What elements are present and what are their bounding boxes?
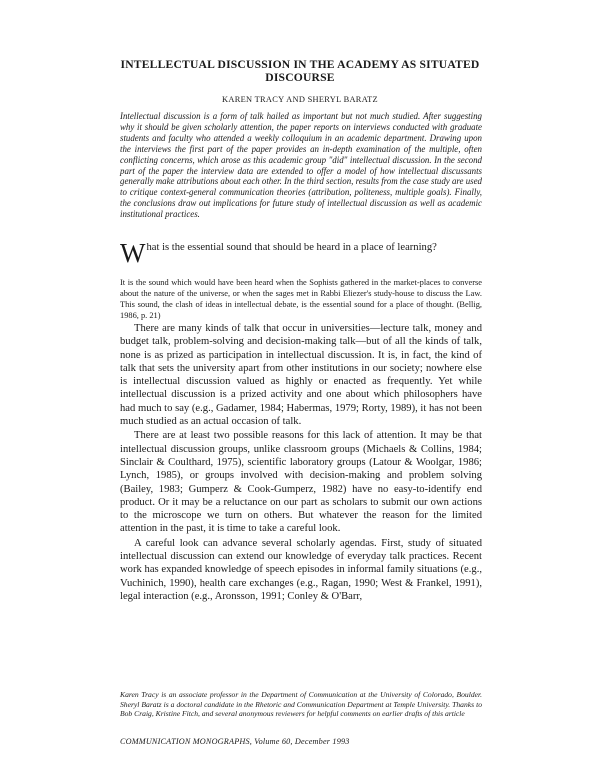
journal-citation: COMMUNICATION MONOGRAPHS, Volume 60, December 1993: [120, 737, 350, 746]
article-title: INTELLECTUAL DISCUSSION IN THE ACADEMY AS SITUATED DISCOURSE: [120, 58, 480, 84]
body-paragraph: A careful look can advance several scholarly agendas. First, study of situated intellectual discussion can extend our knowledge of everyday talk practices. Recent work has expanded knowledge of speech episodes in informal family situations (e.g., Vuchinich, 1990), health care exchanges (e.g., Ragan, 1990; West & Frankel, 1991), legal interaction (e.g., Aronsson, 1991; Conley & O'Barr,: [120, 537, 482, 602]
body-paragraph: There are at least two possible reasons for this lack of attention. It may be that intellectual discussion groups, unlike classroom groups (Michaels & Collins, 1984; Sinclair & Coulthard, 1975), scientific laboratory groups (Latour & Woolgar, 1986; Lynch, 1985), or groups involved with decision-making and problem solving (Bailey, 1983; Gumperz & Cook-Gumperz, 1982) have no easy-to-identify end product. Or it may be a reluctance on our part as scholars to submit our own actions to the microscope we turn on others. But whatever the reason for the limited attention in the past, it is time to take a careful look.: [120, 430, 482, 535]
body-paragraph: There are many kinds of talk that occur in universities—lecture talk, money and budget talk, problem-solving and decision-making talk—but of all the kinds of talk, none is as prized as participation in intellectual discussion. It is, in fact, the kind of talk that sets the university apart from other institutions in our society; nowhere else is intellectual discussion valued as highly or enacted as frequently. Yet while intellectual discussion is a prized activity and one about which philosophers have had much to say (e.g., Gadamer, 1984; Habermas, 1979; Rorty, 1989), it has not been much studied as an actual occasion of talk.: [120, 323, 482, 428]
author-footnote: Karen Tracy is an associate professor in the Department of Communication at the University of Colorado, Boulder. Sheryl Baratz is a doctoral candidate in the Rhetoric and Communication Department at Temple University. Thanks to Bob Craig, Kristine Fitch, and several anonymous reviewers for helpful comments on earlier drafts of this article: [120, 690, 482, 718]
epigraph-quote: It is the sound which would have been heard when the Sophists gathered in the market-places to converse about the nature of the universe, or when the sages met in Rabbi Eliezer's study-house to discuss the Law. This sound, the clash of ideas in intellectual debate, is the essential sound for a place of thought. (Bellig, 1986, p. 21): [120, 278, 482, 320]
article-body: [120, 322, 482, 603]
article-authors: KAREN TRACY AND SHERYL BARATZ: [222, 95, 378, 104]
article-abstract: Intellectual discussion is a form of talk hailed as important but not much studied. After suggesting why it should be given scholarly attention, the paper reports on interviews conducted with graduate students and faculty who attended a weekly colloquium in an academic department. Drawing upon the interviews the first part of the paper provides an in-depth examination of the multiple, often conflicting concerns, which arose as this academic group "did" intellectual discussion. In the second part of the paper the interview data are extended to offer a model of how intellectual discussants generally make attributions about each other. In the third section, results from the case study are used to critique context-general communication theories (attribution, politeness, multiple goals). Finally, the conclusions draw out implications for future study of intellectual discussion as well as academic institutional practices.: [120, 111, 482, 220]
epigraph-question-text: hat is the essential sound that should be heard in a place of learning?: [146, 242, 437, 253]
epigraph-question: [120, 238, 482, 268]
drop-cap: W: [120, 238, 146, 268]
